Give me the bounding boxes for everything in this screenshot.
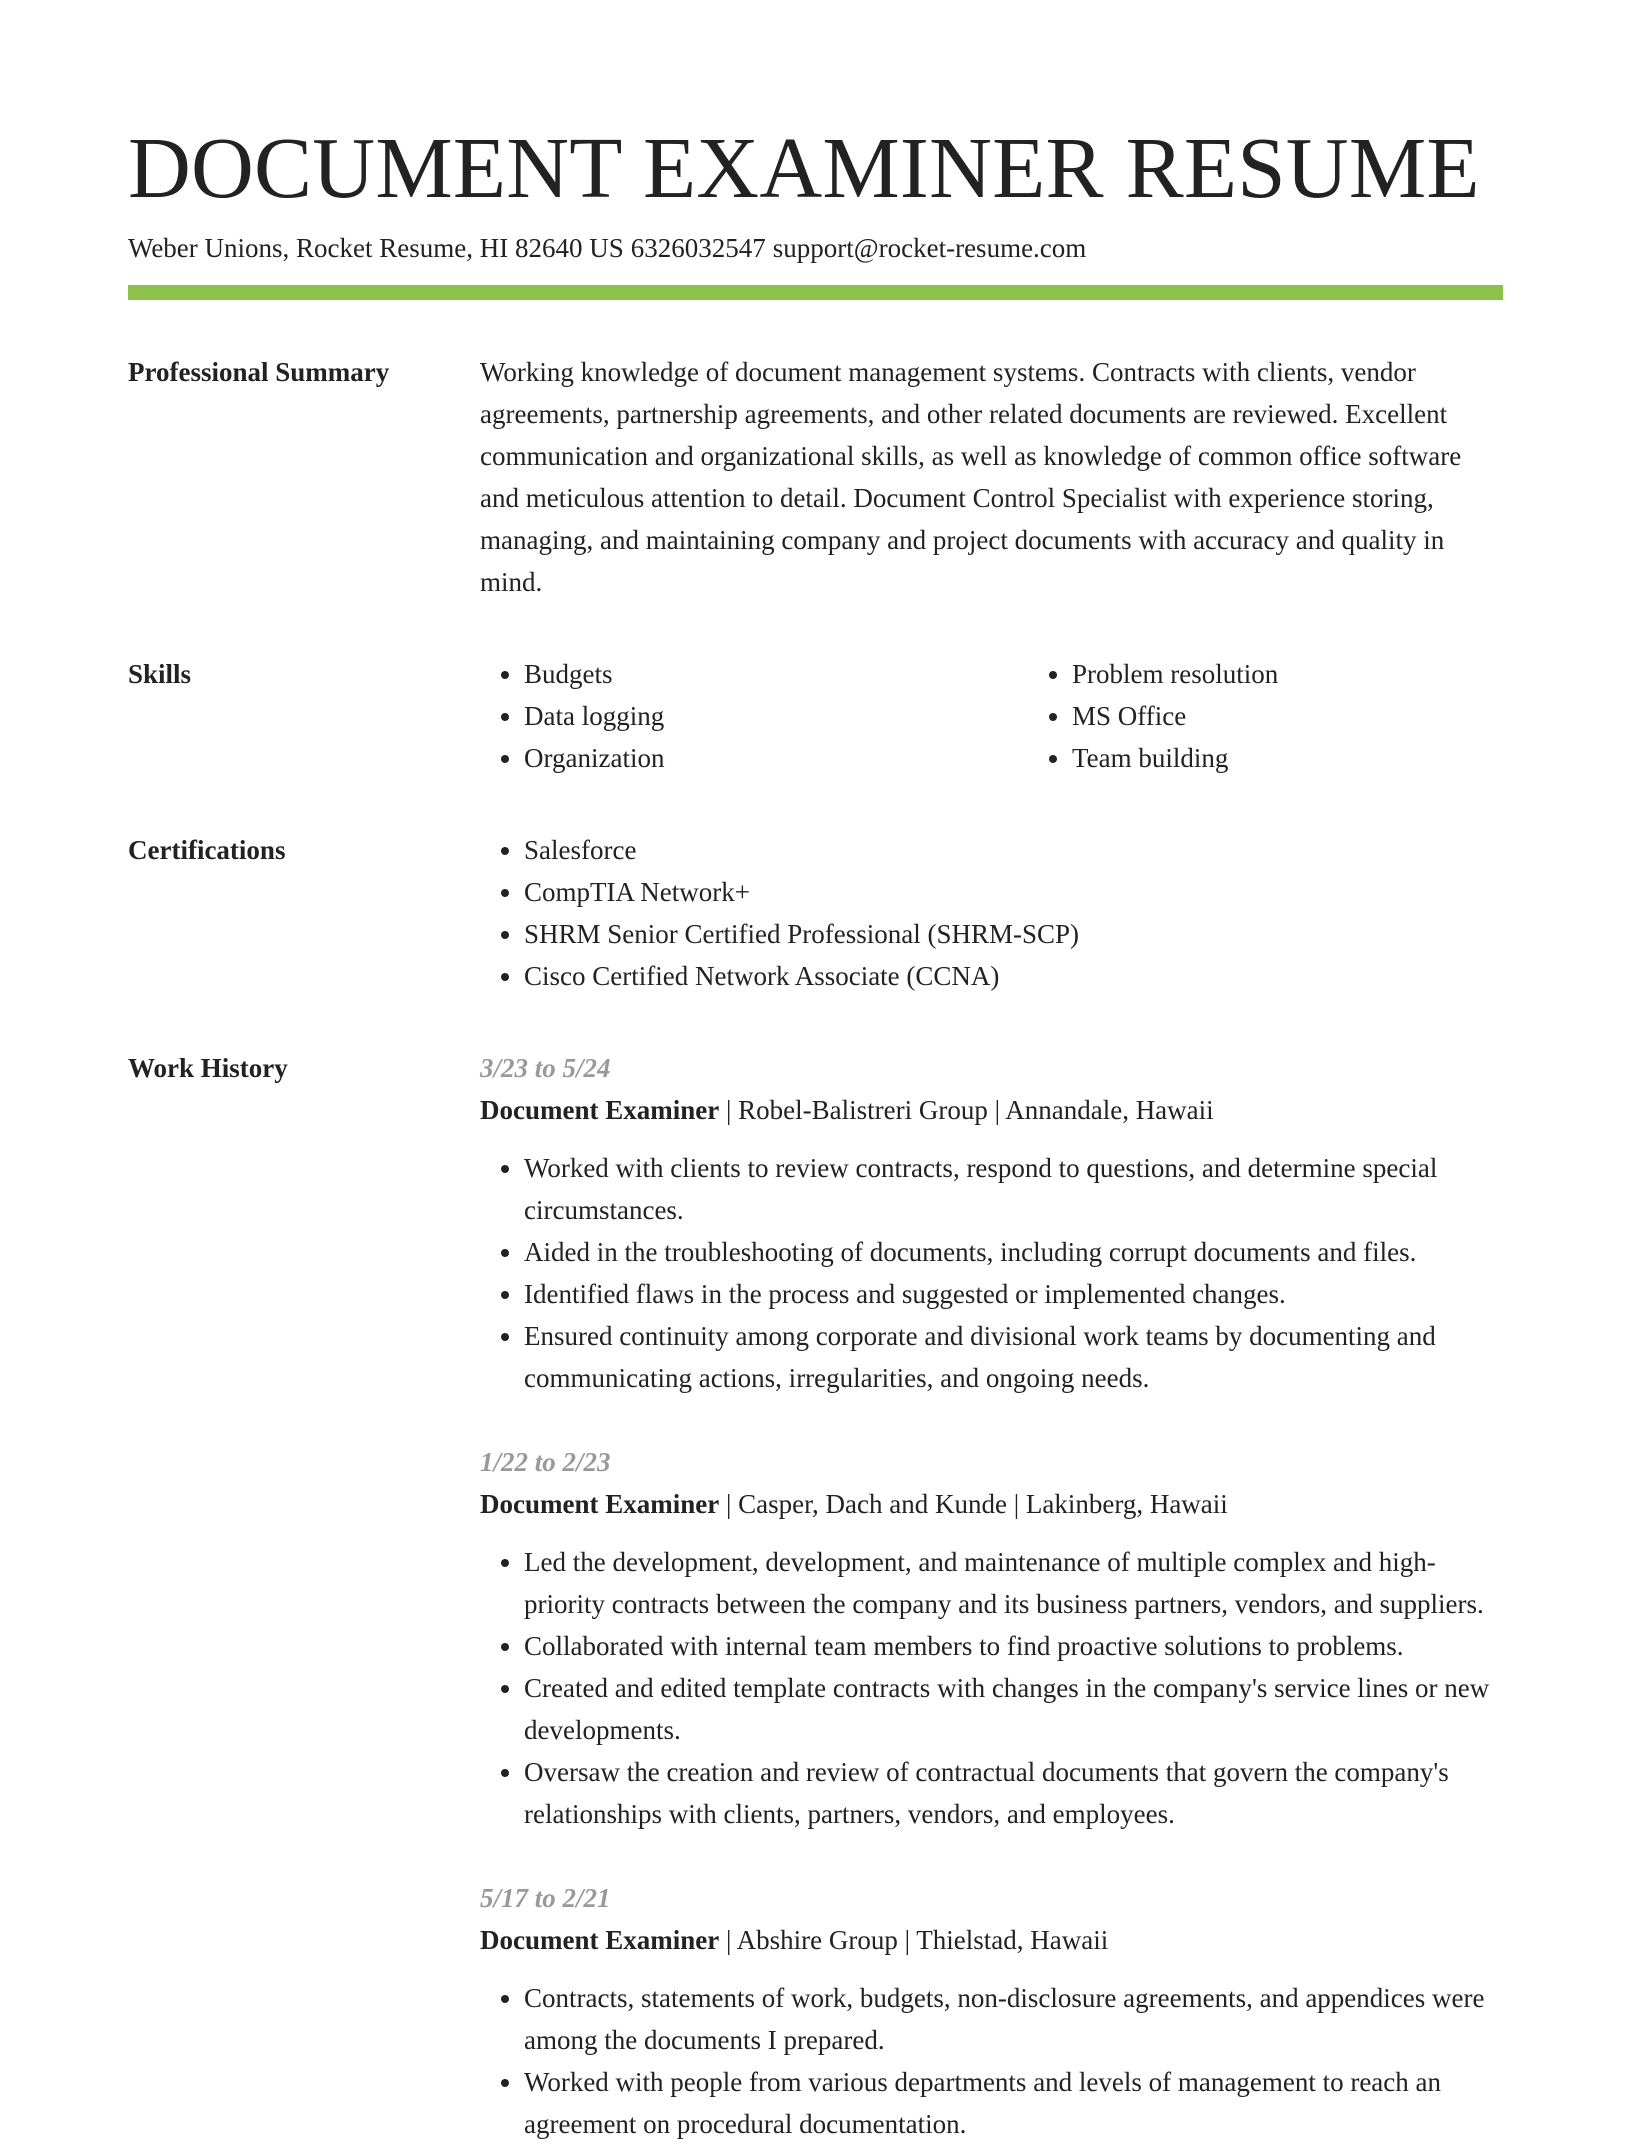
job-details: | Casper, Dach and Kunde | Lakinberg, Hawaii: [719, 1489, 1228, 1520]
job-bullet: • Contracts, statements of work, budgets, non-disclosure agreements, and appendices were among the documents I prepared.: [524, 1977, 1503, 2061]
contact-phone: 6326032547: [630, 233, 766, 264]
contact-email: support@rocket-resume.com: [772, 233, 1087, 264]
skills-body: [480, 653, 1503, 779]
job-entry: [480, 1877, 1503, 2145]
job-title: Document Examiner: [480, 1925, 720, 1956]
job-bullet: • Ensured continuity among corporate and divisional work teams by documenting and communicating actions, irregularities, and ongoing needs.: [524, 1315, 1503, 1399]
skill-item: • Budgets: [524, 653, 1028, 695]
job-details: | Robel-Balistreri Group | Annandale, Hawaii: [719, 1095, 1214, 1126]
job-header: [480, 1089, 1503, 1131]
certifications-heading: Certifications: [128, 835, 286, 866]
work-history-body: [480, 1047, 1503, 2145]
skills-column-left: [480, 653, 1028, 779]
skill-item: • MS Office: [1072, 695, 1503, 737]
certifications-body: [480, 829, 1503, 997]
job-bullets: [480, 1977, 1503, 2145]
certification-item: • CompTIA Network+: [524, 871, 1503, 913]
summary-heading: Professional Summary: [128, 357, 390, 388]
certification-item: • Salesforce: [524, 829, 1503, 871]
job-title: Document Examiner: [480, 1489, 720, 1520]
job-bullet: • Created and edited template contracts with changes in the company's service lines or new developments.: [524, 1667, 1503, 1751]
job-header: [480, 1919, 1503, 1961]
job-bullet: • Worked with people from various departments and levels of management to reach an agreement on procedural documentation.: [524, 2061, 1503, 2145]
certifications-section: [128, 829, 1503, 997]
work-history-section: [128, 1047, 1503, 2145]
job-bullets: [480, 1541, 1503, 1835]
job-bullet: • Collaborated with internal team members to find proactive solutions to problems.: [524, 1625, 1503, 1667]
certification-item: • Cisco Certified Network Associate (CCNA): [524, 955, 1503, 997]
certifications-list: [480, 829, 1503, 997]
skill-item: • Organization: [524, 737, 1028, 779]
job-bullet: • Aided in the troubleshooting of documents, including corrupt documents and files.: [524, 1231, 1503, 1273]
job-bullet: • Oversaw the creation and review of contractual documents that govern the company's relationships with clients, partners, vendors, and employees.: [524, 1751, 1503, 1835]
job-bullet: • Led the development, development, and maintenance of multiple complex and high-priority contracts between the company and its business partners, vendors, and suppliers.: [524, 1541, 1503, 1625]
certification-item: • SHRM Senior Certified Professional (SHRM-SCP): [524, 913, 1503, 955]
job-title: Document Examiner: [480, 1095, 720, 1126]
job-bullet: • Worked with clients to review contracts, respond to questions, and determine special circumstances.: [524, 1147, 1503, 1231]
summary-body: [480, 351, 1503, 603]
accent-divider: [128, 285, 1503, 300]
job-dates: 1/22 to 2/23: [480, 1447, 611, 1478]
skill-item: • Problem resolution: [1072, 653, 1503, 695]
work-history-heading: Work History: [128, 1053, 288, 1084]
skills-column-right: [1028, 653, 1503, 779]
job-details: | Abshire Group | Thielstad, Hawaii: [719, 1925, 1109, 1956]
contact-line: [128, 232, 1503, 264]
skill-item: • Team building: [1072, 737, 1503, 779]
skill-item: • Data logging: [524, 695, 1028, 737]
job-dates: 5/17 to 2/21: [480, 1883, 611, 1914]
job-entry: [480, 1047, 1503, 1399]
job-bullet: • Identified flaws in the process and suggested or implemented changes.: [524, 1273, 1503, 1315]
job-header: [480, 1483, 1503, 1525]
summary-text: Working knowledge of document management systems. Contracts with clients, vendor agreements, partnership agreements, and other related documents are reviewed. Excellent communication and organizational skills, as well as knowledge of common office software and meticulous attention to detail. Document Control Specialist with experience storing, managing, and maintaining company and project documents with accuracy and quality in mind.: [480, 357, 1462, 598]
job-entry: [480, 1441, 1503, 1835]
job-dates: 3/23 to 5/24: [480, 1053, 611, 1084]
skills-heading: Skills: [128, 659, 192, 690]
contact-address: Weber Unions, Rocket Resume, HI 82640 US: [128, 233, 624, 264]
summary-section: [128, 351, 1503, 603]
resume-title: DOCUMENT EXAMINER RESUME: [128, 119, 1480, 216]
skills-section: [128, 653, 1503, 779]
job-bullets: [480, 1147, 1503, 1399]
